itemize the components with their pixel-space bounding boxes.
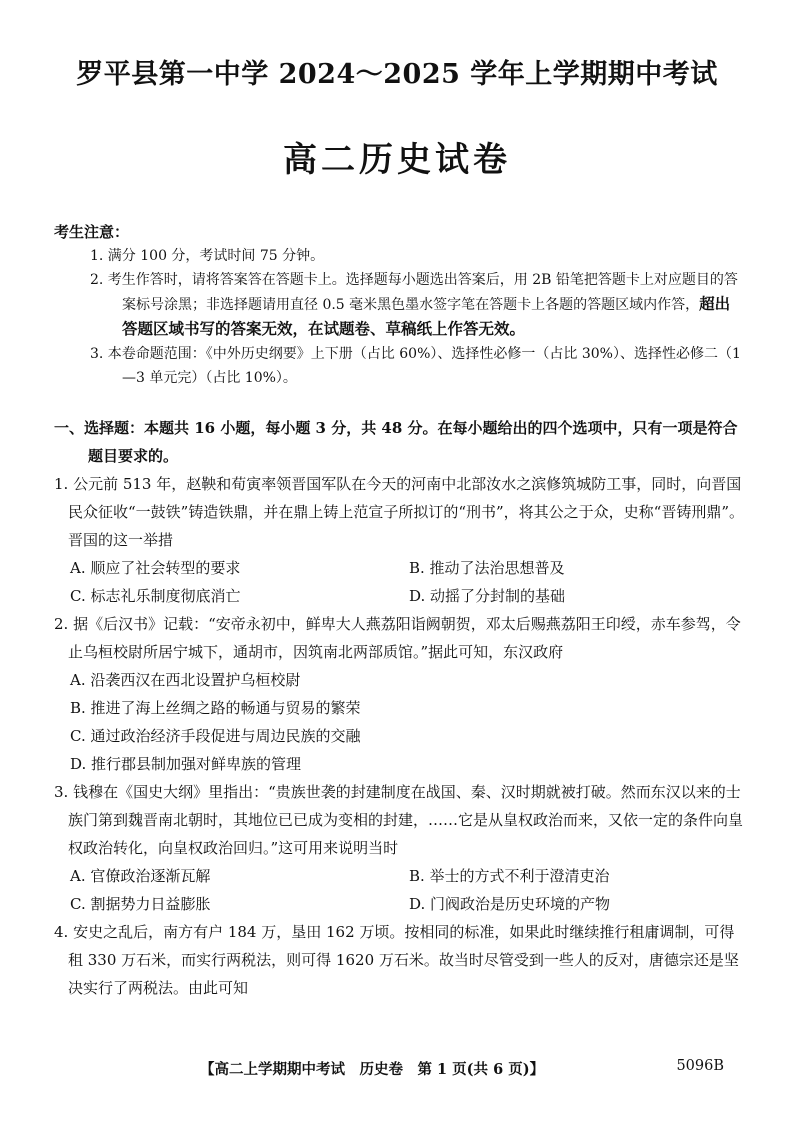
- option-row: [70, 862, 748, 890]
- section-heading: 一、选择题：本题共 16 小题，每小题 3 分，共 48 分。在每小题给出的四个选项中，只有一项是符合题目要求的。: [54, 419, 738, 465]
- option-row: [70, 554, 748, 582]
- question-stem: 2. 据《后汉书》记载：“安帝永初中，鲜卑大人燕荔阳诣阙朝贺，邓太后赐燕荔阳王印绶，赤车参驾，令止乌桓校尉所居宁城下，通胡市，因筑南北两部质馆。”据此可知，东汉政府: [54, 615, 741, 661]
- question-options: [54, 862, 748, 918]
- notice-heading: 考生注意：: [54, 223, 130, 241]
- notice-item-1: 1. 满分 100 分，考试时间 75 分钟。: [90, 248, 325, 264]
- option-d: D. 门阀政治是历史环境的产物: [409, 895, 611, 913]
- notice-item-2-text: 2. 考生作答时，请将答案答在答题卡上。选择题每小题选出答案后，用 2B 铅笔把答题卡上对应题目的答案标号涂黑；非选择题请用直径 0.5 毫米黑色墨水签字笔在答题卡上各题的答题区域内作答，: [90, 272, 738, 313]
- option-row: [70, 890, 748, 918]
- question-2: [54, 610, 748, 778]
- option-b: B. 举士的方式不利于澄清吏治: [409, 867, 610, 885]
- question-stem: 3. 钱穆在《国史大纲》里指出：“贵族世袭的封建制度在战国、秦、汉时期就被打破。然而东汉以来的士族门第到魏晋南北朝时，其地位已已成为变相的封建，……它是从皇权政治而来，又依一定的条件向皇权政治转化，向皇权政治回归。”这可用来说明当时: [54, 783, 744, 857]
- option-row: [70, 582, 748, 610]
- option-d: D. 动摇了分封制的基础: [409, 587, 566, 605]
- option-c: C. 割据势力日益膨胀: [70, 895, 211, 913]
- option-b: B. 推进了海上丝绸之路的畅通与贸易的繁荣: [70, 699, 361, 717]
- question-1: [54, 470, 748, 610]
- question-stem: 4. 安史之乱后，南方有户 184 万，垦田 162 万顷。按相同的标准，如果此时继续推行租庸调制，可得租 330 万石米，而实行两税法，则可得 1620 万石米。故当时尽管受到一些人的反对，唐德宗还是坚决实行了两税法。由此可知: [54, 923, 739, 997]
- notice-item-2-emphasis: 超出答题区域书写的答案无效，在试题卷、草稿纸上作答无效。: [122, 294, 731, 338]
- option-b: B. 推动了法治思想普及: [409, 559, 565, 577]
- school-title: 罗平县第一中学 2024～2025 学年上学期期中考试: [76, 59, 718, 90]
- option-a: A. 沿袭西汉在西北设置护乌桓校尉: [70, 671, 301, 689]
- footer-page-info: 【高二上学期期中考试 历史卷 第 1 页(共 6 页)】: [200, 1061, 545, 1078]
- notice-item-3: 3. 本卷命题范围：《中外历史纲要》上下册（占比 60%）、选择性必修一（占比 30%）、选择性必修二（1—3 单元完）（占比 10%）。: [90, 346, 741, 386]
- question-3: [54, 778, 748, 918]
- candidate-notice: [54, 220, 744, 390]
- question-stem: 1. 公元前 513 年，赵鞅和荀寅率领晋国军队在今天的河南中北部汝水之滨修筑城防工事，同时，向晋国民众征收“一鼓铁”铸造铁鼎，并在鼎上铸上范宣子所拟订的“刑书”，将其公之于众，史称“晋铸刑鼎”。晋国的这一举措: [54, 475, 745, 549]
- option-c: C. 标志礼乐制度彻底消亡: [70, 587, 241, 605]
- choice-section: [54, 414, 748, 1002]
- option-c: C. 通过政治经济手段促进与周边民族的交融: [70, 727, 361, 745]
- question-options: [54, 554, 748, 610]
- option-d: D. 推行郡县制加强对鲜卑族的管理: [70, 755, 302, 773]
- paper-title: 高二历史试卷: [283, 140, 511, 180]
- page-footer: [0, 1058, 794, 1082]
- notice-item-2: [54, 268, 744, 342]
- question-options: [54, 666, 748, 778]
- option-a: A. 官僚政治逐渐瓦解: [70, 867, 211, 885]
- footer-paper-code: 5096B: [676, 1058, 724, 1074]
- option-a: A. 顺应了社会转型的要求: [70, 559, 241, 577]
- question-4: [54, 918, 748, 1002]
